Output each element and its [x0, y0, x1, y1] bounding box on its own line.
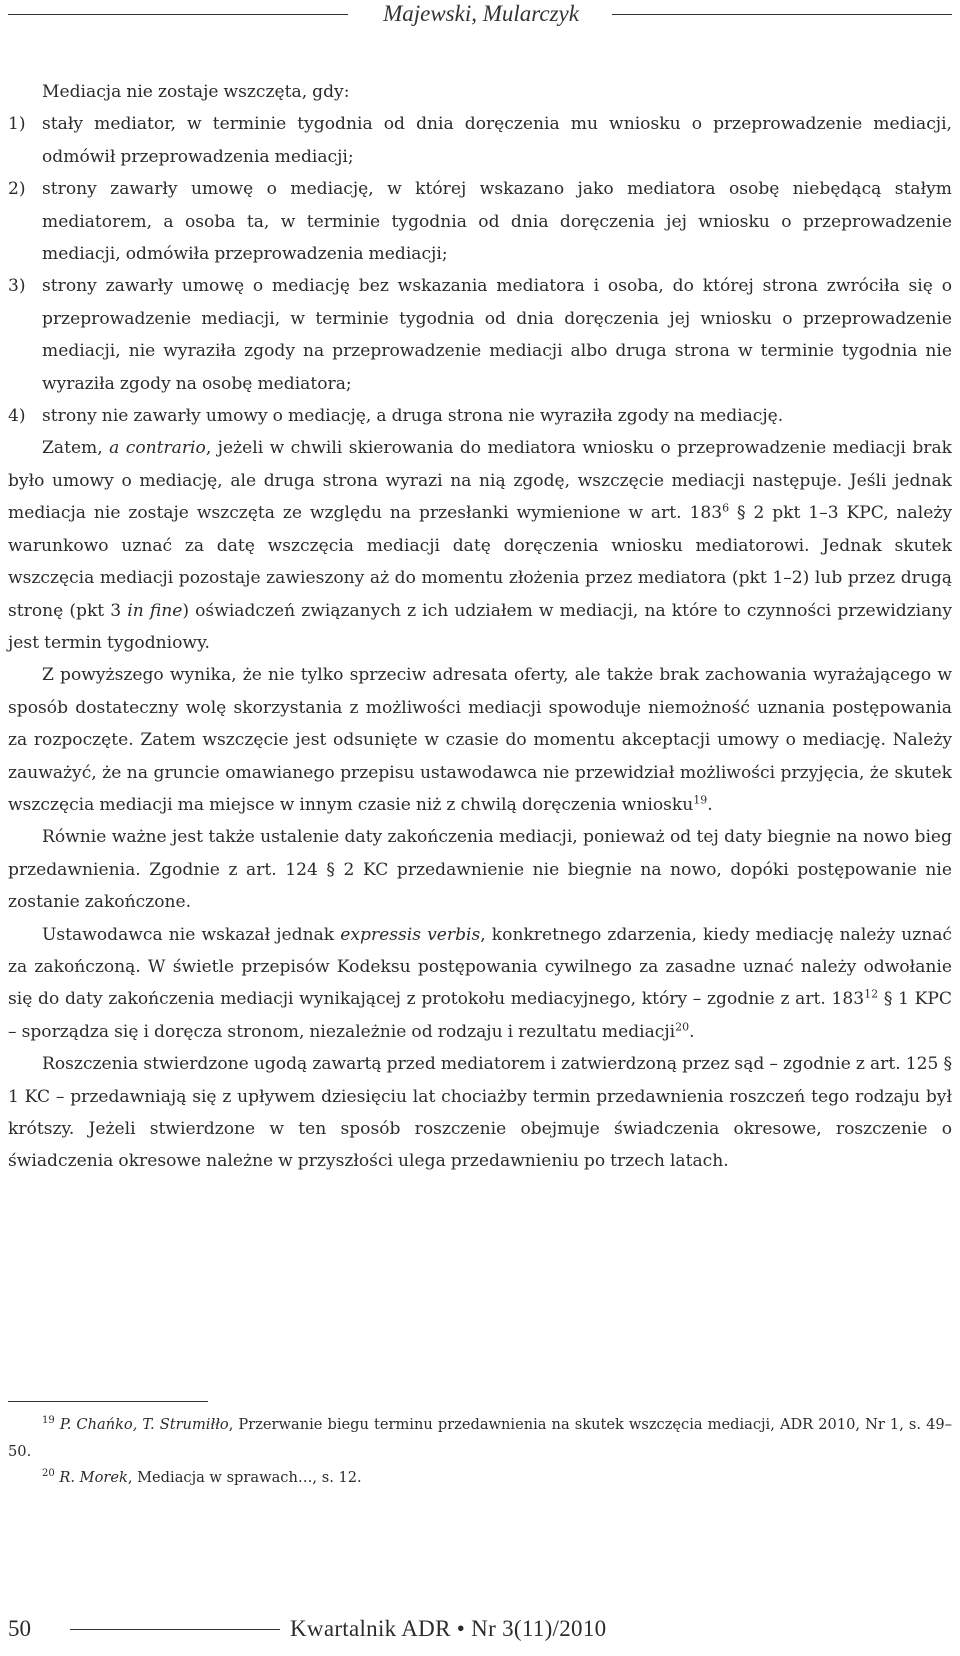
- footer-rule: [70, 1629, 280, 1630]
- page-footer: [0, 1615, 960, 1647]
- list-item: [8, 108, 952, 173]
- text-run: , jeżeli w chwili skierowania do mediatora wniosku o przeprowadzenie mediacji brak było umowy o mediację, ale druga strona wyrazi na nią zgodę, wszczęcie mediacji następuje. Jeśli jednak mediacja nie zostaje wszczęta ze względu na przesłanki wymienione w art. 183: [8, 438, 953, 524]
- footnote-ref-20: 20: [675, 1020, 690, 1034]
- list-item-number: 3): [8, 276, 26, 297]
- footnote-20: [8, 1465, 952, 1492]
- italic-phrase: expressis verbis: [340, 924, 481, 945]
- footnote-separator: [8, 1401, 208, 1402]
- paragraph-legislator: [8, 919, 952, 1049]
- paragraph-conclusion: [8, 659, 952, 821]
- text-run: § 2 pkt 1–3 KPC, należy warunkowo uznać za datę wszczęcia mediacji datę doręczenia wniosku mediatorowi. Jednak skutek wszczęcia mediacji pozostaje zawieszony aż do momentu złożenia przez mediatora (pkt 1–2) lub przez drugą stronę (pkt 3: [8, 503, 952, 621]
- list-item-text: strony nie zawarły umowy o mediację, a druga strona nie wyraziła zgody na mediację.: [42, 406, 784, 427]
- list-item: [8, 400, 952, 432]
- superscript: 12: [864, 987, 879, 1001]
- footnote-text: , Mediacja w sprawach…, s. 12.: [127, 1469, 362, 1486]
- paragraph-claims: Roszczenia stwierdzone ugodą zawartą przed mediatorem i zatwierdzoną przez sąd – zgodnie z art. 125 § 1 KC – przedawniają się z upływem dziesięciu lat chociażby termin przedawnienia roszczeń tego rodzaju był krótszy. Jeżeli stwierdzone w ten sposób roszczenie obejmuje świadczenia okresowe, roszczenie o świadczenia okresowe należne w przyszłości ulega przedawnieniu po trzech latach.: [8, 1054, 952, 1172]
- page-header: [0, 0, 960, 32]
- text-run: , konkretnego zdarzenia, kiedy mediację należy uznać za zakończoną. W świetle przepisów Kodeksu postępowania cywilnego za zasadne uznać należy odwołanie się do daty zakończenia mediacji wynikającej z protokołu mediacyjnego, który – zgodnie z art. 183: [8, 924, 952, 1010]
- header-rule-left: [8, 14, 348, 15]
- main-text: [8, 76, 952, 1178]
- footnote-author: P. Chańko, T. Strumiłło: [59, 1416, 229, 1433]
- footnote-ref-19: 19: [693, 793, 708, 807]
- running-title: Majewski, Mularczyk: [383, 1, 579, 26]
- text-run: .: [707, 794, 713, 815]
- header-rule-right: [612, 14, 952, 15]
- list-item-text: stały mediator, w terminie tygodnia od dnia doręczenia mu wniosku o przeprowadzenie mediacji, odmówił przeprowadzenia mediacji;: [42, 114, 952, 167]
- intro-paragraph: Mediacja nie zostaje wszczęta, gdy:: [42, 82, 350, 102]
- text-run: Z powyższego wynika, że nie tylko sprzeciw adresata oferty, ale także brak zachowania wyrażającego w sposób dostateczny wolę skorzystania z możliwości mediacji spowoduje niemożność uznania postępowania za rozpoczęte. Zatem wszczęcie jest odsunięte w czasie do momentu akceptacji umowy o mediację. Należy zauważyć, że na gruncie omawianego przepisu ustawodawca nie przewidział możliwości przyjęcia, że skutek wszczęcia mediacji ma miejsce w innym czasie niż z chwilą doręczenia wniosku: [8, 665, 952, 815]
- list-item-number: 2): [8, 179, 26, 200]
- list-item: [8, 173, 952, 270]
- text-run: .: [689, 1021, 695, 1042]
- list-item-text: strony zawarły umowę o mediację bez wskazania mediatora i osoba, do której strona zwróciła się o przeprowadzenie mediacji, w terminie tygodnia od dnia doręczenia jej wniosku o przeprowadzenie mediacji, nie wyraziła zgody na przeprowadzenie mediacji albo druga strona w terminie tygodnia nie wyraziła zgody na osobę mediatora;: [42, 276, 952, 394]
- footnotes: [8, 1412, 952, 1492]
- italic-phrase: in fine: [127, 600, 183, 621]
- paragraph-a-contrario: [8, 432, 952, 659]
- list-item: [8, 270, 952, 400]
- list-item-number: 1): [8, 114, 26, 135]
- footnote-number: 19: [42, 1415, 55, 1427]
- text-run: § 1 KPC – sporządza się i doręcza stronom, niezależnie od rodzaju i rezultatu mediacji: [8, 989, 953, 1042]
- footnote-text: , Przerwanie biegu terminu przedawnienia na skutek wszczęcia mediacji, ADR 2010, Nr 1, s. 49–50.: [8, 1416, 953, 1460]
- paragraph-end-date: Równie ważne jest także ustalenie daty zakończenia mediacji, ponieważ od tej daty biegnie na nowo bieg przedawnienia. Zgodnie z art. 124 § 2 KC przedawnienie nie biegnie na nowo, dopóki postępowanie nie zostanie zakończone.: [8, 827, 952, 913]
- list-item-number: 4): [8, 406, 26, 427]
- footnote-19: [8, 1412, 952, 1465]
- journal-title: Kwartalnik ADR • Nr 3(11)/2010: [290, 1616, 607, 1641]
- footnote-number: 20: [42, 1468, 55, 1480]
- text-run: Zatem,: [42, 438, 110, 459]
- footnote-author: R. Morek: [59, 1469, 128, 1486]
- italic-phrase: a contrario: [109, 438, 206, 459]
- superscript: 6: [722, 501, 730, 515]
- text-run: Ustawodawca nie wskazał jednak: [42, 924, 341, 945]
- text-run: ) oświadczeń związanych z ich udziałem w mediacji, na które to czynności przewidziany jest termin tygodniowy.: [8, 600, 952, 653]
- page-number: 50: [8, 1616, 31, 1641]
- list-item-text: strony zawarły umowę o mediację, w której wskazano jako mediatora osobę niebędącą stałym mediatorem, a osoba ta, w terminie tygodnia od dnia doręczenia jej wniosku o przeprowadzenie mediacji, odmówiła przeprowadzenia mediacji;: [42, 179, 952, 265]
